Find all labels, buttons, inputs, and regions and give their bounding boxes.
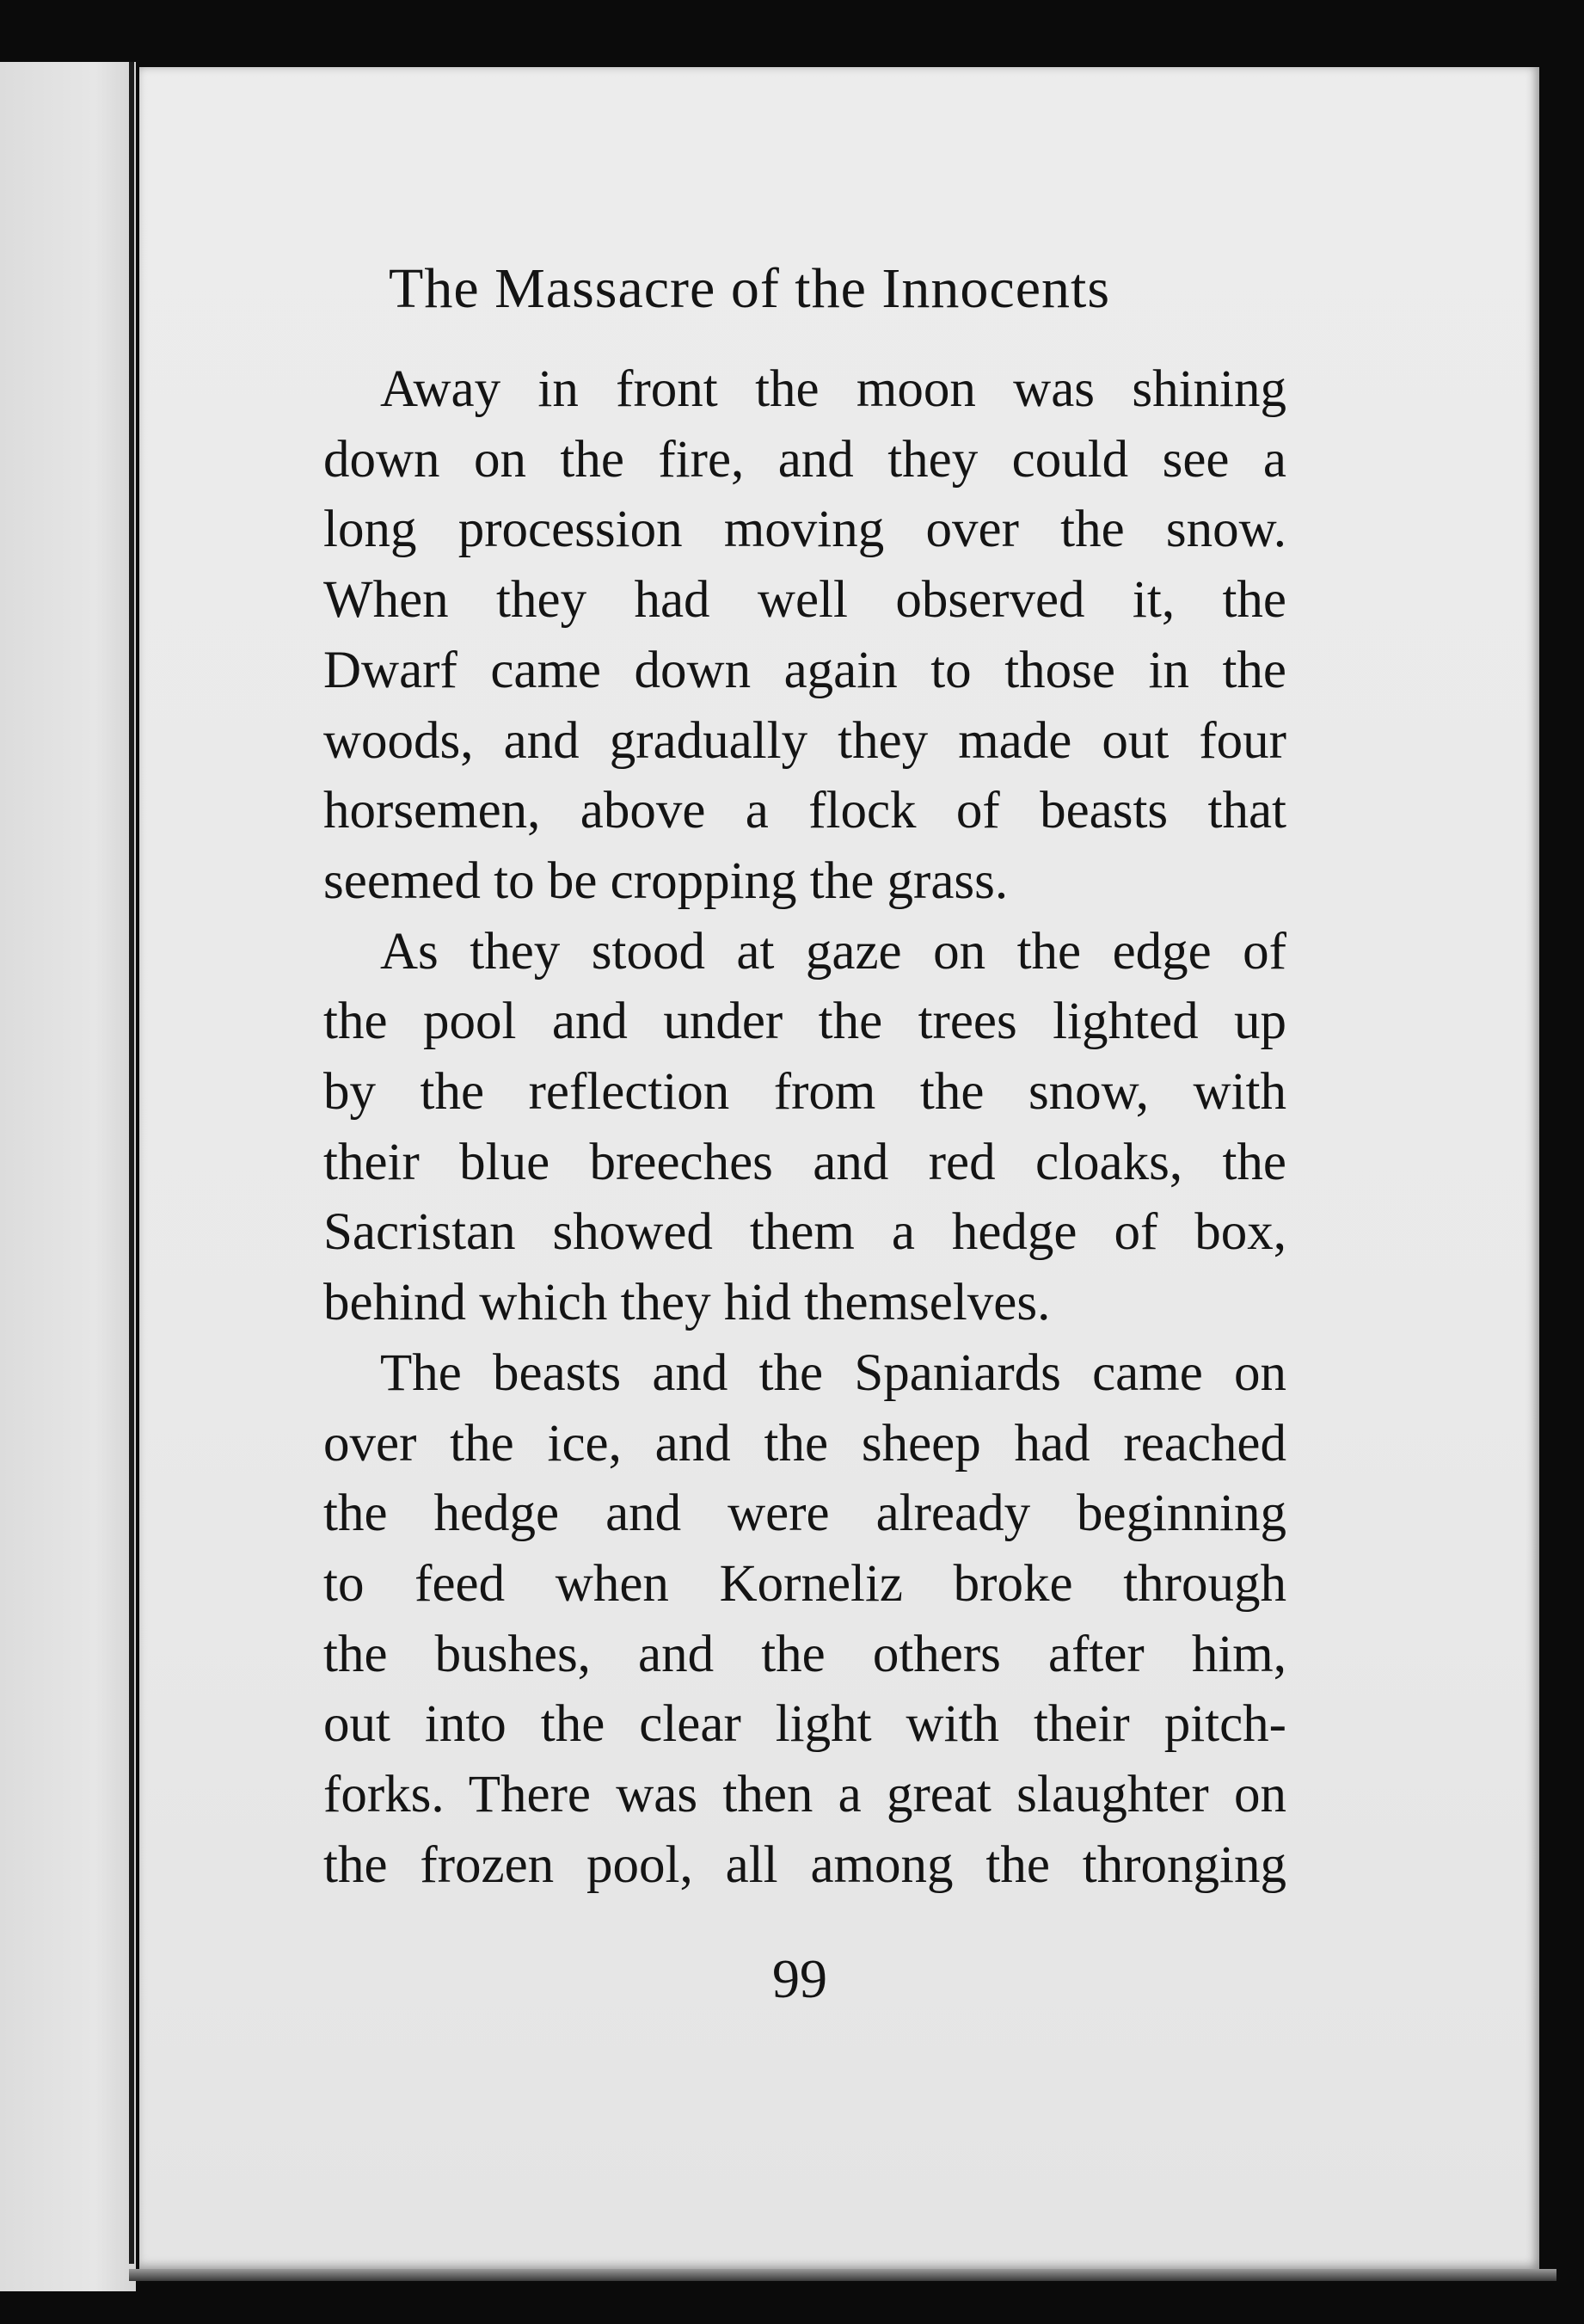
page-bottom-edge xyxy=(129,2269,1556,2281)
text-line: the hedge and were already beginning xyxy=(323,1485,1286,1543)
text-line: long procession moving over the snow. xyxy=(323,501,1286,559)
book-gutter xyxy=(129,62,134,2264)
text-line: The beasts and the Spaniards came on xyxy=(380,1343,1286,1402)
paragraph xyxy=(323,1338,1286,1901)
text-line: down on the fire, and they could see a xyxy=(323,430,1286,489)
text-line: the frozen pool, all among the thronging xyxy=(323,1835,1286,1894)
text-line: As they stood at gaze on the edge of xyxy=(380,922,1286,981)
text-line: their blue breeches and red cloaks, the xyxy=(323,1133,1286,1191)
text-line: behind which they hid themselves. xyxy=(323,1274,1051,1332)
paragraph xyxy=(323,354,1286,917)
text-line: the bushes, and the others after him, xyxy=(323,1625,1286,1683)
body-text xyxy=(323,354,1286,1900)
running-head: The Massacre of the Innocents xyxy=(389,257,1111,320)
text-line: seemed to be cropping the grass. xyxy=(323,852,1009,910)
text-line: Sacristan showed them a hedge of box, xyxy=(323,1203,1286,1262)
text-line: Dwarf came down again to those in the xyxy=(323,641,1286,699)
facing-page-edge xyxy=(0,62,136,2291)
page-number: 99 xyxy=(772,1948,827,2009)
text-line: out into the clear light with their pitch- xyxy=(323,1695,1286,1754)
text-line: forks. There was then a great slaughter on xyxy=(323,1766,1286,1824)
text-line: to feed when Korneliz broke through xyxy=(323,1554,1286,1613)
text-line: When they had well observed it, the xyxy=(323,571,1286,630)
text-line: Away in front the moon was shining xyxy=(380,360,1286,418)
text-line: the pool and under the trees lighted up xyxy=(323,993,1286,1051)
text-line: by the reflection from the snow, with xyxy=(323,1063,1286,1122)
paragraph xyxy=(323,917,1286,1338)
text-line: woods, and gradually they made out four xyxy=(323,711,1286,770)
text-line: horsemen, above a flock of beasts that xyxy=(323,782,1286,840)
text-line: over the ice, and the sheep had reached xyxy=(323,1414,1286,1472)
